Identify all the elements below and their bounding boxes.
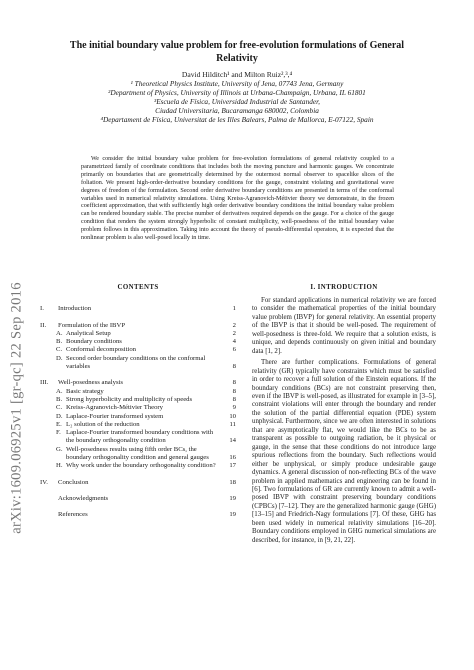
toc-entry-page: 17 [229, 462, 236, 470]
toc-entry-label [48, 330, 218, 338]
toc-entry-page: 10 [229, 412, 236, 420]
toc-entry-page: 8 [232, 379, 236, 387]
toc-entry-title: Laplace-Fourier transformed system [66, 412, 164, 420]
toc-entry-number [40, 495, 58, 503]
affiliation-3: ³Escuela de Física, Universidad Industrial de Santander, [154, 97, 320, 106]
toc-entry[interactable] [40, 396, 236, 404]
section-heading-introduction: I. INTRODUCTION [310, 284, 378, 291]
toc-entry-label [40, 305, 218, 313]
toc-entry[interactable] [40, 379, 236, 387]
toc-entry-number: I. [40, 305, 44, 313]
toc-entry-label [48, 338, 218, 346]
toc-entry[interactable] [40, 479, 236, 487]
toc-entry[interactable] [40, 338, 236, 346]
toc-entry[interactable] [40, 322, 236, 330]
toc-entry-page: 14 [229, 437, 236, 445]
toc-entry-title: Basic strategy [66, 387, 104, 395]
toc-entry-label [40, 322, 218, 330]
toc-entry-page: 2 [232, 321, 236, 329]
toc-entry-title: References [58, 511, 88, 519]
toc-entry[interactable] [40, 305, 236, 313]
toc-entry-title: Introduction [58, 305, 92, 313]
toc-entry-title: Formulation of the IBVP [58, 321, 126, 329]
toc-entry-label [40, 511, 218, 519]
intro-paragraph-1: For standard applications in numerical relativity we are forced to consider the mathematical properties of the initial boundary value problem (IBVP) for general relativity. An essential property of the IBVP is that it should be well-posed. The requirement of well-posedness is three-fold. We require that a solution exists, is unique, and depends continuously on given initial and boundary data [1, 2]. [252, 297, 436, 355]
toc-entry-label [48, 462, 218, 470]
toc-entry[interactable] [40, 495, 236, 503]
toc-entry-title: Conformal decomposition [66, 346, 137, 354]
toc-entry-page: 4 [232, 338, 236, 346]
toc-entry-page: 19 [229, 511, 236, 519]
toc-entry-page: 19 [229, 494, 236, 502]
toc-entry-label [48, 404, 218, 412]
toc-entry-title: Why work under the boundary orthogonality condition? [66, 462, 216, 470]
toc-entry-title: Well-posedness analysis [58, 379, 124, 387]
toc-entry[interactable] [40, 413, 236, 421]
toc-entry[interactable] [40, 330, 236, 338]
arxiv-identifier-stamp [6, 258, 28, 558]
toc-entry-title: Second order boundary conditions on the conformal variables [66, 354, 206, 371]
toc-entry[interactable] [40, 346, 236, 354]
toc-entry-label [48, 421, 218, 429]
affiliation-1: ¹ Theoretical Physics Institute, University of Jena, 07743 Jena, Germany [130, 79, 344, 88]
toc-entry-title: Laplace-Fourier transformed boundary conditions with the boundary orthogonality condition [66, 429, 214, 445]
toc-gap [40, 371, 236, 379]
toc-entry[interactable] [40, 429, 236, 446]
toc-entry[interactable] [40, 421, 236, 429]
toc-entry-label [48, 396, 218, 404]
table-of-contents [40, 284, 236, 520]
toc-entry[interactable] [40, 355, 236, 372]
toc-entry-title: Boundary conditions [66, 338, 122, 346]
toc-entry[interactable] [40, 511, 236, 519]
author-block [40, 70, 434, 124]
toc-entry[interactable] [40, 446, 236, 463]
toc-entry-number: A. [56, 329, 63, 337]
abstract: We consider the initial boundary value problem for free-evolution formulations of general relativity coupled to a parametrized family of coordinate conditions that includes both the moving puncture and harmonic gauges. We concentrate primarily on boundaries that are geometrically determined by the outermost normal observer to spacelike slices of the foliation. We present high-order-derivative boundary conditions for the gauge, constraint violating and gravitational wave degrees of freedom of the formulation. Second order derivative boundary conditions are presented in terms of the conformal variables used in numerical relativity simulations. Using Kreiss-Agranovich-Métivier theory we demonstrate, in the frozen coefficient approximation, that with sufficiently high order derivative boundary conditions the initial boundary value problem can be rendered boundary stable. The precise number of derivatives required depends on the gauge. For a choice of the gauge condition that renders the system strongly hyperbolic of constant multiplicity, well-posedness of the initial boundary value problem follows in this approximation. Taking into account the theory of pseudo-differential operators, it is expected that the nonlinear problem is also well-posed locally in time. [81, 156, 394, 242]
intro-paragraph-2: There are further complications. Formulations of general relativity (GR) typically have constraints which must be satisfied in order to recover a full solution of the Einstein equations. If the boundary conditions (BCs) are not constraint preserving then, even if the IBVP is well-posed, as illustrated for example in [3–5], constraint violations will enter through the boundary and render the solution of the partial differential equation (PDE) system unphysical. Furthermore, since we are often interested in solutions that are asymptotically flat, we would like the BCs to be as transparent as possible to outgoing radiation, be it physical or gauge, in the sense that these conditions do not introduce large spurious reflections from the boundary. Such reflections would either be unphysical, or simply produce undesirable gauge dynamics. A general discussion of non-reflecting BCs of the wave problem in applied mathematics and engineering can be found in [6]. Two formulations of GR are currently known to admit a well-posed IBVP with constraint preserving boundary conditions (CPBCs) [7–12]. They are the generalized harmonic gauge (GHG) [13–15] and Friedrich-Nagy formulations [7]. Of these, GHG has been used widely in numerical relativity simulations [16–20]. Boundary conditions employed in GHG numerical simulations are described, for instance, in [9, 21, 22]. [252, 359, 436, 544]
toc-entry-page: 6 [232, 346, 236, 354]
toc-entry-number: III. [40, 379, 49, 387]
toc-entry-label [48, 429, 218, 446]
toc-entry-page: 11 [229, 420, 236, 428]
toc-entry-title: Kreiss-Agranovich-Métivier Theory [66, 404, 164, 412]
toc-entry[interactable] [40, 404, 236, 412]
paper-title: The initial boundary value problem for free-evolution formulations of General Relativity [69, 40, 405, 64]
toc-entry-label [48, 413, 218, 421]
toc-entry-page: 18 [229, 478, 236, 486]
toc-entry-number: C. [56, 404, 63, 412]
affiliation-3-cont: Ciudad Universitaria, Bucaramanga 680002, Colombia [155, 106, 319, 115]
toc-entry-page: 9 [232, 404, 236, 412]
author-names: David Hilditch¹ and Milton Ruiz²,³,⁴ [181, 70, 293, 79]
toc-gap [40, 471, 236, 479]
toc-entry[interactable] [40, 462, 236, 470]
toc-entry-number: IV. [40, 478, 48, 486]
toc-entry-page: 2 [232, 329, 236, 337]
toc-entry-title: L₂ solution of the reduction [66, 420, 140, 428]
toc-entry-page: 8 [232, 387, 236, 395]
toc-gap [40, 503, 236, 511]
toc-entry-title: Well-posedness results using fifth order BCs, the boundary orthogonality condition and general gauges [66, 445, 209, 462]
toc-gap [40, 487, 236, 495]
arxiv-identifier-text: arXiv:1609.06925v1 [gr-qc] 22 Sep 2016 [8, 282, 25, 534]
toc-entry-page: 16 [229, 454, 236, 462]
toc-entry-label [48, 446, 218, 463]
toc-entry-number: B. [56, 395, 63, 403]
toc-entry-number: H. [56, 462, 63, 470]
toc-entry-label [48, 355, 218, 372]
toc-entry-number: G. [56, 445, 63, 453]
toc-entry-title: Analytical Setup [66, 329, 111, 337]
toc-list [40, 305, 236, 519]
toc-entry-number: D. [56, 354, 63, 362]
toc-entry-number: A. [56, 387, 63, 395]
toc-entry-label [48, 388, 218, 396]
toc-entry-number: B. [56, 338, 63, 346]
toc-entry-label [48, 346, 218, 354]
toc-entry-page: 8 [232, 395, 236, 403]
toc-entry-title: Acknowledgments [58, 494, 109, 502]
toc-entry-label [40, 495, 218, 503]
toc-entry-page: 8 [232, 363, 236, 371]
affiliation-2: ²Department of Physics, University of Illinois at Urbana-Champaign, Urbana, IL 61801 [108, 88, 366, 97]
toc-entry-title: Strong hyperbolicity and multiplicity of speeds [66, 395, 193, 403]
toc-entry-number: E. [56, 420, 62, 428]
toc-entry-number: D. [56, 412, 63, 420]
toc-entry-title: Conclusion [58, 478, 89, 486]
toc-heading: CONTENTS [117, 284, 159, 291]
toc-entry-number: F. [56, 429, 61, 437]
toc-gap [40, 314, 236, 322]
toc-entry-number: C. [56, 346, 63, 354]
toc-entry-label [40, 479, 218, 487]
toc-entry[interactable] [40, 388, 236, 396]
affiliation-4: ⁴Departament de Física, Universitat de les Illes Balears, Palma de Mallorca, E-07122, Spain [100, 115, 374, 124]
toc-entry-number [40, 511, 58, 519]
toc-entry-number: II. [40, 321, 47, 329]
toc-entry-label [40, 379, 218, 387]
introduction-body [252, 297, 436, 548]
toc-entry-page: 1 [232, 305, 236, 313]
